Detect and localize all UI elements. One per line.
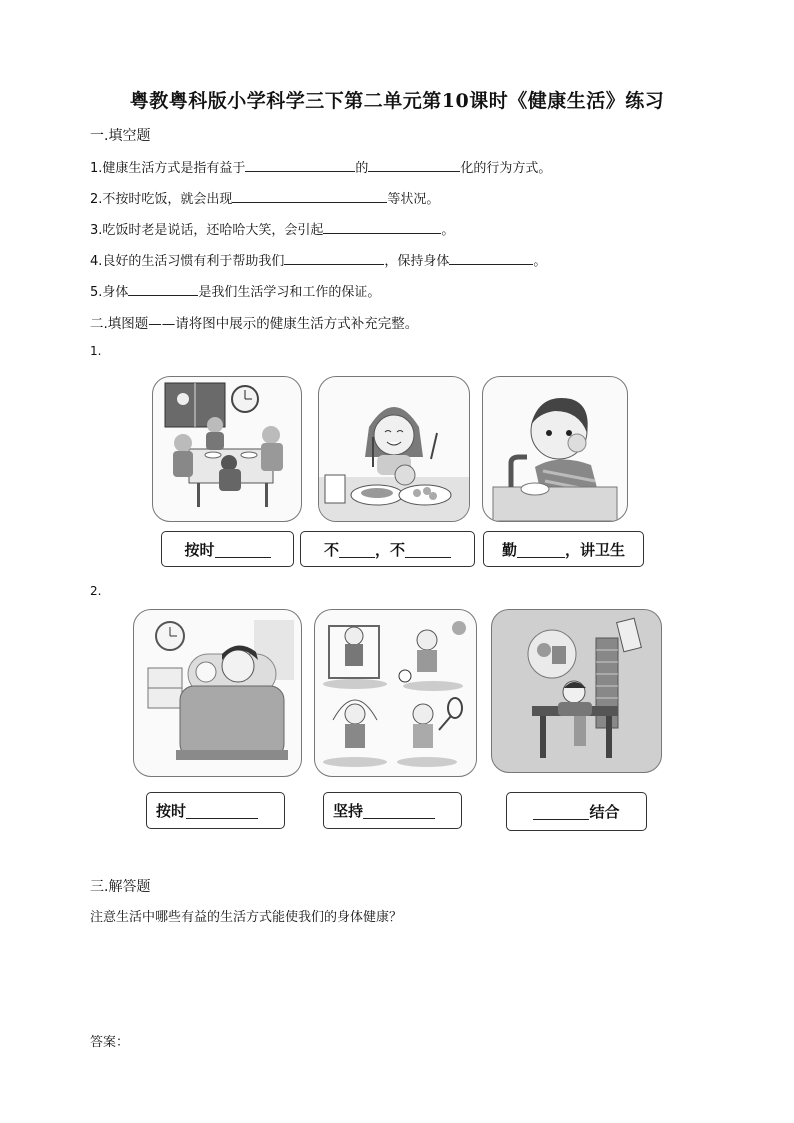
label-2-text-b: ，不	[375, 540, 406, 559]
label-3-blank[interactable]	[517, 541, 565, 558]
question-4-text-b: ，保持身体	[384, 254, 450, 269]
label-5-blank[interactable]	[363, 802, 435, 819]
family-dinner-illustration	[152, 376, 302, 522]
question-5-text-a: 5.身体	[90, 285, 129, 300]
label-1-text-a: 按时	[184, 540, 215, 559]
blank-4b[interactable]	[449, 250, 533, 265]
label-sleep-on-time	[146, 792, 285, 829]
kids-exercising-icon	[315, 610, 476, 776]
question-4-text-c: 。	[533, 254, 547, 269]
label-eat-on-time	[161, 531, 294, 567]
kids-exercising-illustration	[314, 609, 477, 777]
question-1-text-b: 的	[355, 161, 369, 176]
question-2-text-b: 等状况。	[387, 192, 440, 207]
label-5-text-a: 坚持	[333, 802, 364, 820]
label-2-blank-b[interactable]	[405, 541, 451, 558]
question-3-text-b: 。	[441, 223, 455, 238]
label-6-text-b: 结合	[589, 803, 620, 821]
question-2-text-main: 2.不按时吃饭，就会出现	[90, 192, 233, 207]
answer-label: 答案：	[90, 1035, 130, 1050]
section-2-heading: 二.填图题——请将图中展示的健康生活方式补充完整。	[90, 316, 419, 332]
question-3-text-a: 3.吃饭时老是说话，还哈哈大笑，会引起	[90, 223, 324, 238]
section-3-question: 注意生活中哪些有益的生活方式能使我们的身体健康？	[90, 910, 403, 925]
blank-4a[interactable]	[284, 250, 384, 265]
boy-tired-studying-icon	[492, 610, 661, 772]
boy-tired-studying-illustration	[491, 609, 662, 773]
girl-sleeping-illustration	[133, 609, 302, 777]
question-2	[90, 188, 439, 207]
blank-2[interactable]	[232, 188, 387, 203]
question-1-text-c: 化的行为方式。	[460, 161, 552, 176]
label-1-blank[interactable]	[215, 541, 271, 558]
picture-group-2-number: 2.	[90, 584, 102, 598]
boy-washing-hands-illustration	[482, 376, 628, 522]
question-5-text-b: 是我们生活学习和工作的保证。	[198, 285, 381, 300]
section-1-heading: 一.填空题	[90, 128, 151, 144]
boy-washing-hands-icon	[483, 377, 627, 521]
label-6-blank[interactable]	[533, 803, 589, 820]
label-keep-exercising	[323, 792, 462, 829]
label-3-text-a: 勤	[501, 540, 517, 559]
label-4-text-a: 按时	[156, 802, 187, 820]
label-wash-hands	[483, 531, 644, 567]
question-4	[90, 250, 546, 269]
girl-eating-icon	[319, 377, 469, 521]
blank-5[interactable]	[128, 281, 198, 296]
label-2-text-a: 不	[323, 540, 339, 559]
page-title: 粤教粤科版小学科学三下第二单元第10课时《健康生活》练习	[129, 90, 665, 112]
girl-eating-illustration	[318, 376, 470, 522]
question-1-text-a: 1.健康生活方式是指有益于	[90, 161, 246, 176]
question-5	[90, 281, 380, 300]
label-work-rest-balance	[506, 792, 647, 831]
label-4-blank[interactable]	[186, 802, 258, 819]
section-3-heading: 三.解答题	[90, 879, 151, 895]
label-2-blank-a[interactable]	[339, 541, 375, 558]
blank-1b[interactable]	[368, 157, 460, 172]
label-3-text-b: ，讲卫生	[565, 540, 626, 559]
blank-1a[interactable]	[245, 157, 355, 172]
question-3	[90, 219, 454, 238]
family-dinner-icon	[153, 377, 301, 521]
question-4-text-a: 4.良好的生活习惯有利于帮助我们	[90, 254, 285, 269]
label-no-picky-eating	[300, 531, 475, 567]
blank-3[interactable]	[323, 219, 441, 234]
picture-group-1-number: 1.	[90, 344, 102, 358]
girl-sleeping-icon	[134, 610, 301, 776]
question-1	[90, 157, 551, 176]
